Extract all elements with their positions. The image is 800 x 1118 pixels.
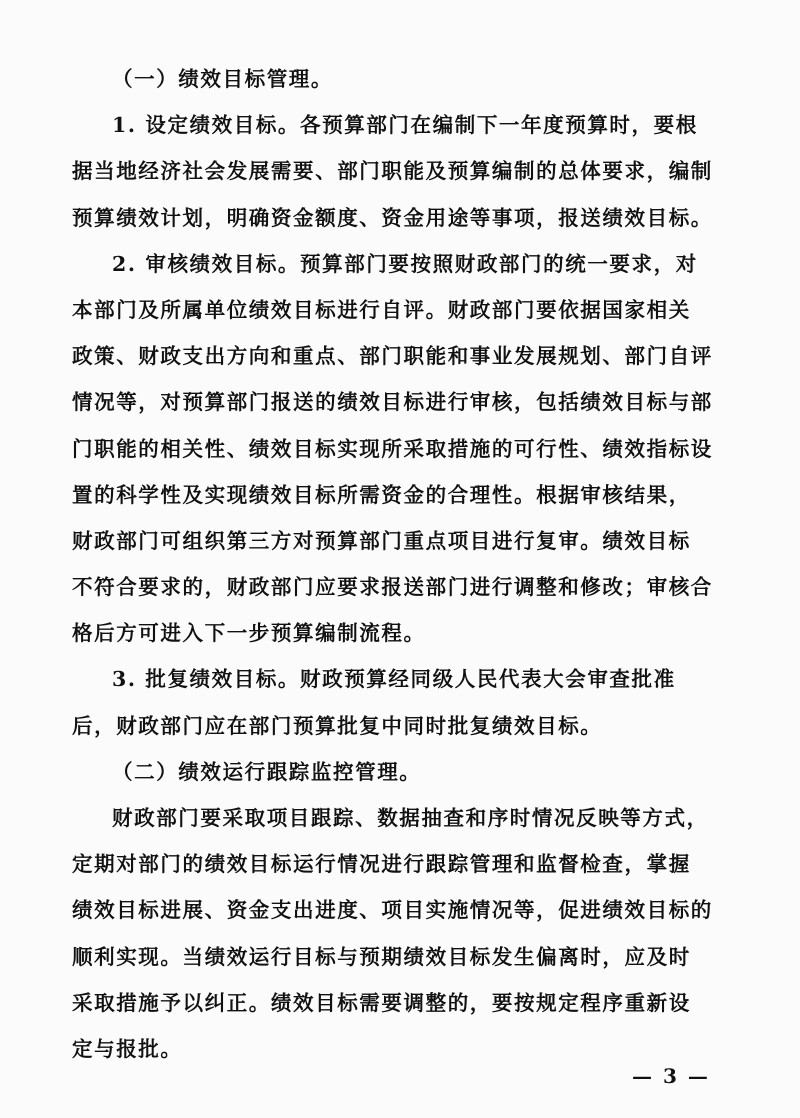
text-line: 财政部门要采取项目跟踪、数据抽查和序时情况反映等方式， bbox=[112, 806, 709, 830]
text-line: 顺利实现。当绩效运行目标与预期绩效目标发生偏离时，应及时 bbox=[72, 944, 691, 969]
text-line: 据当地经济社会发展需要、部门职能及预算编制的总体要求，编制 bbox=[72, 159, 713, 184]
text-line: 2. 审核绩效目标。预算部门要按照财政部门的统一要求，对 bbox=[112, 251, 698, 276]
text-line: （二）绩效运行跟踪监控管理。 bbox=[112, 759, 422, 784]
text-line: （一）绩效目标管理。 bbox=[112, 67, 333, 91]
page-number: — 3 — bbox=[632, 1064, 710, 1088]
text-line: 3. 批复绩效目标。财政预算经同级人民代表大会审查批准 bbox=[112, 667, 676, 692]
text-line: 置的科学性及实现绩效目标所需资金的合理性。根据审核结果， bbox=[72, 482, 691, 507]
text-line: 情况等，对预算部门报送的绩效目标进行审核，包括绩效目标与部 bbox=[72, 390, 713, 415]
text-line: 1. 设定绩效目标。各预算部门在编制下一年度预算时，要根 bbox=[112, 113, 698, 138]
text-line: 定期对部门的绩效目标运行情况进行跟踪管理和监督检查，掌握 bbox=[72, 852, 691, 877]
text-line: 定与报批。 bbox=[72, 1036, 183, 1061]
text-line: 本部门及所属单位绩效目标进行自评。财政部门要依据国家相关 bbox=[72, 297, 691, 322]
text-line: 后，财政部门应在部门预算批复中同时批复绩效目标。 bbox=[72, 713, 603, 738]
text-line: 预算绩效计划，明确资金额度、资金用途等事项，报送绩效目标。 bbox=[72, 205, 713, 230]
text-line: 格后方可进入下一步预算编制流程。 bbox=[72, 621, 426, 646]
text-line: 采取措施予以纠正。绩效目标需要调整的，要按规定程序重新设 bbox=[72, 990, 691, 1015]
text-line: 财政部门可组织第三方对预算部门重点项目进行复审。绩效目标 bbox=[72, 528, 691, 553]
text-line: 不符合要求的，财政部门应要求报送部门进行调整和修改；审核合 bbox=[72, 575, 713, 600]
text-line: 门职能的相关性、绩效目标实现所采取措施的可行性、绩效指标设 bbox=[72, 436, 713, 461]
text-line: 绩效目标进展、资金支出进度、项目实施情况等，促进绩效目标的 bbox=[72, 898, 713, 923]
document-body bbox=[72, 56, 748, 1072]
text-line: 政策、财政支出方向和重点、部门职能和事业发展规划、部门自评 bbox=[72, 344, 713, 369]
